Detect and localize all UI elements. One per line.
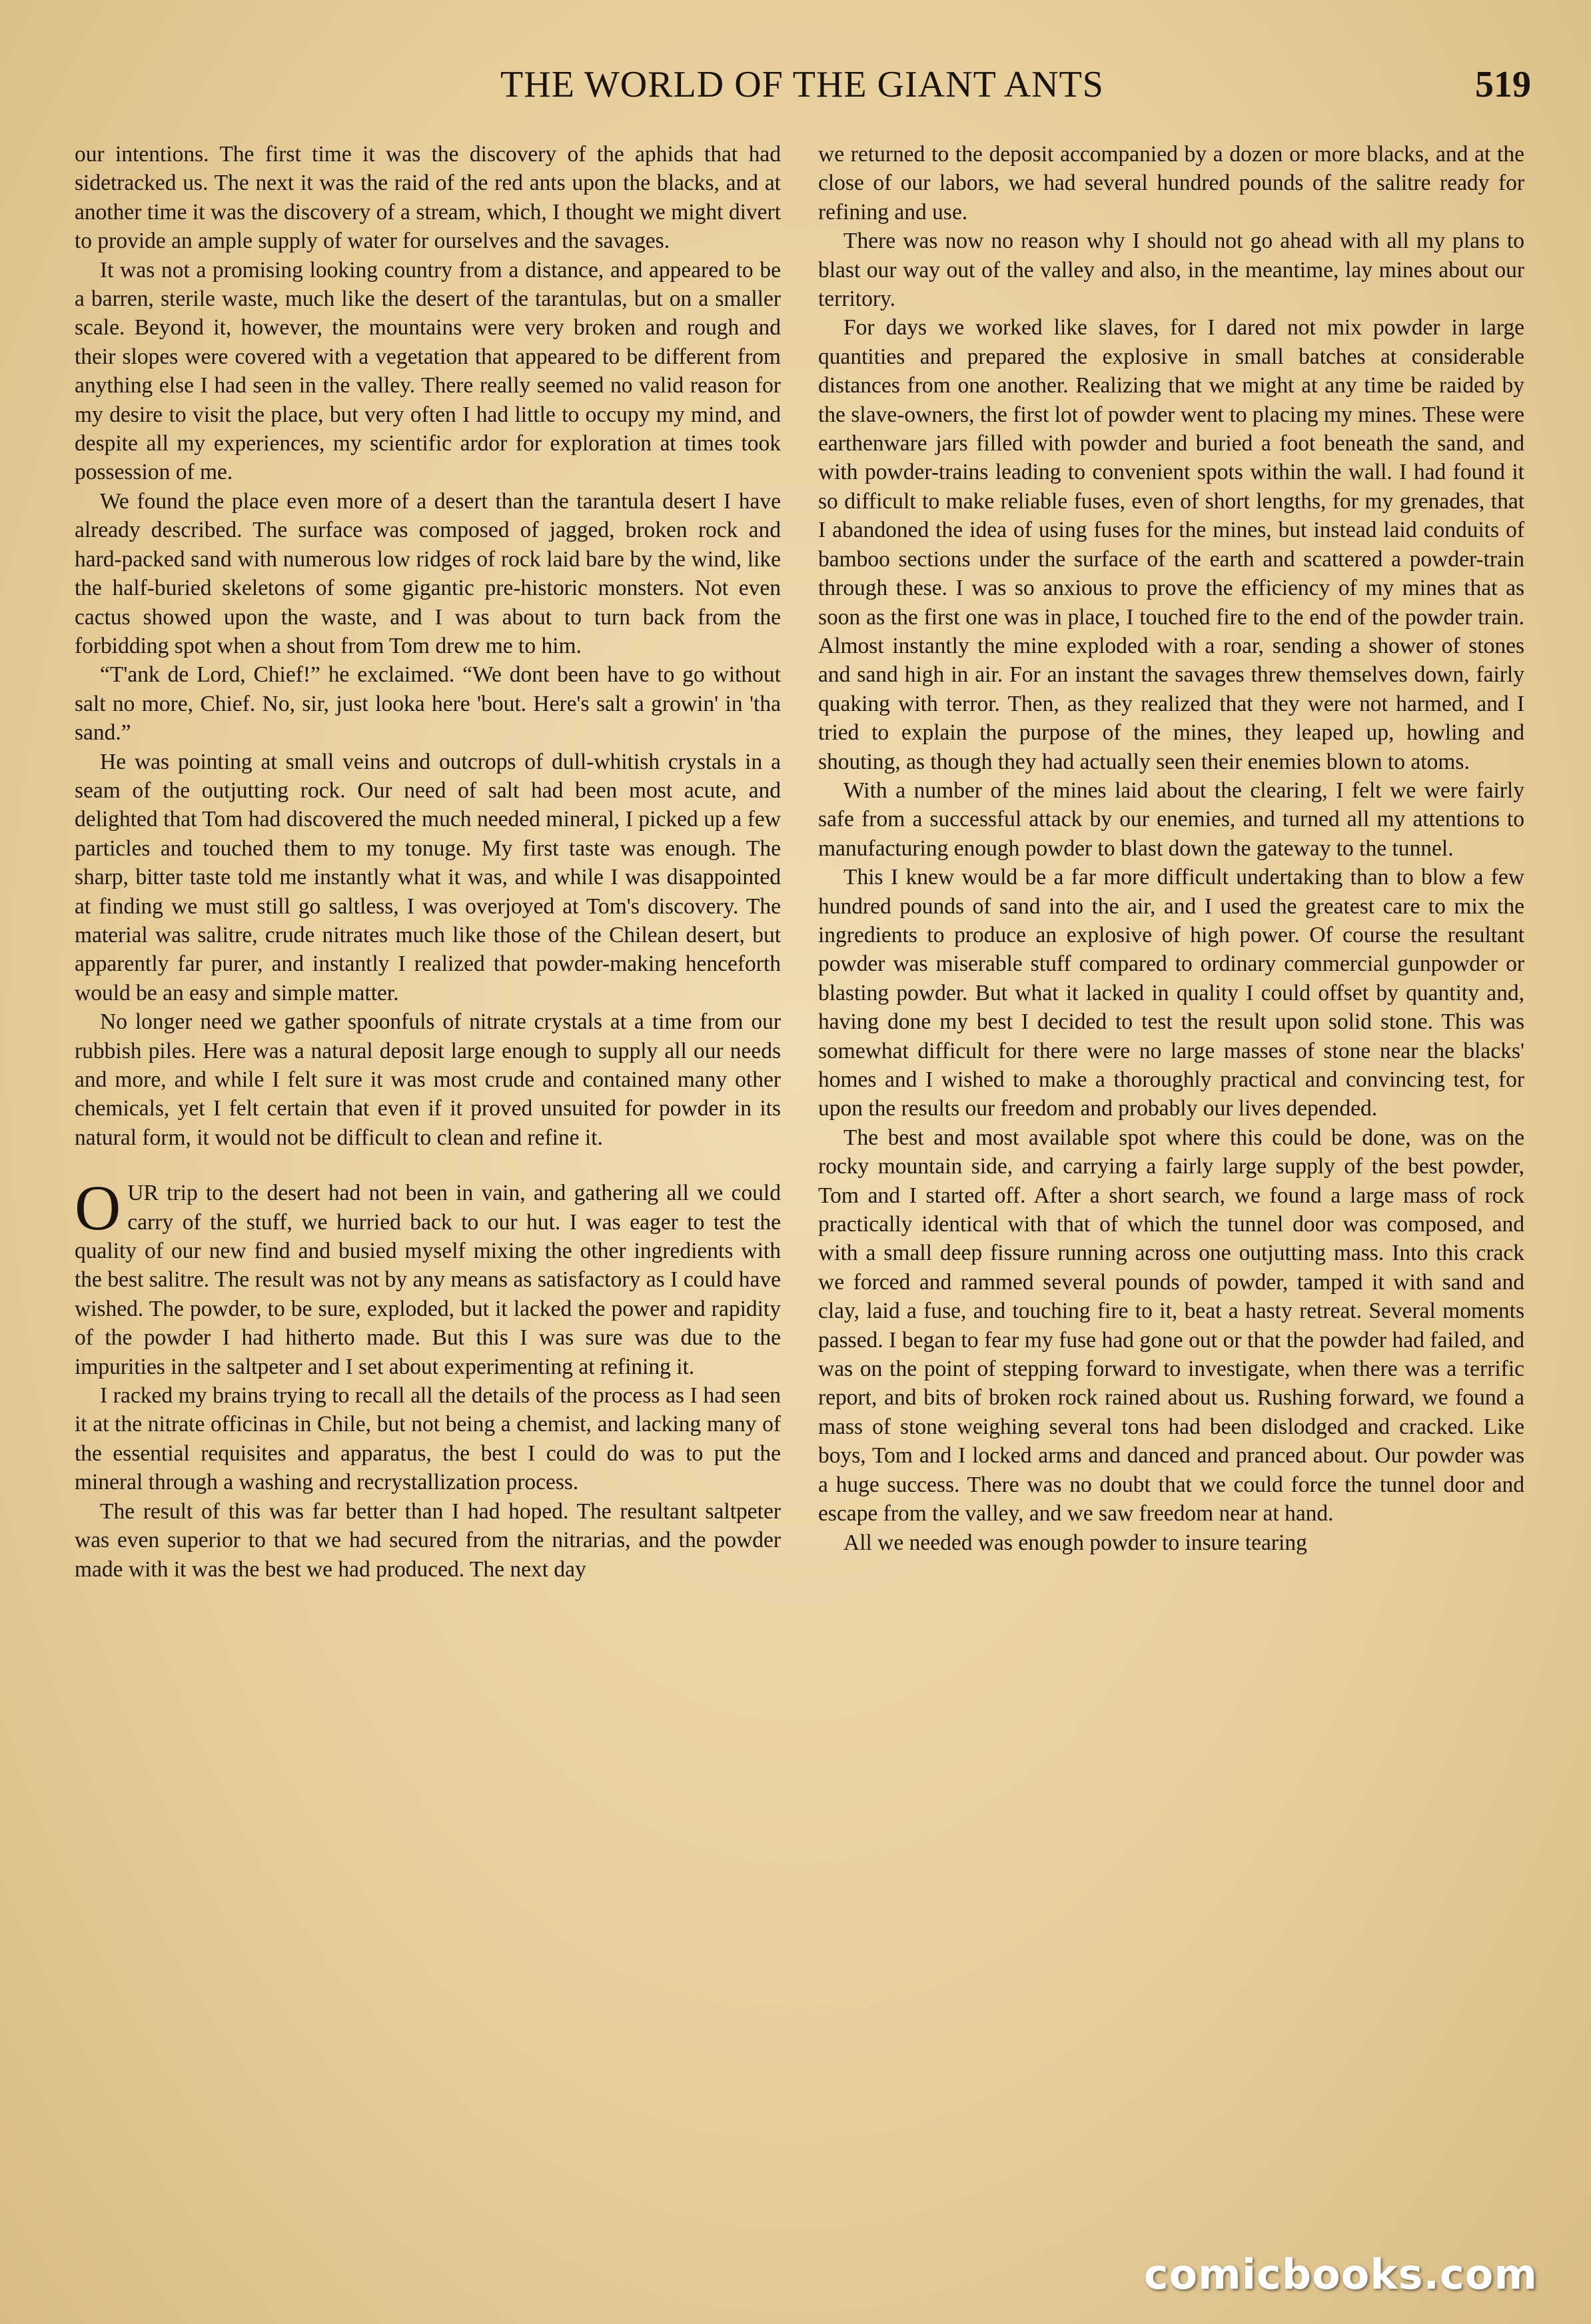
paragraph: our intentions. The first time it was the discovery of the aphids that had sidetracked us. The next it was the raid of the red ants upon the blacks, and at another time it was the discovery of a stream, which, I thought we might divert to provide an ample supply of water for ourselves and the savages. (75, 142, 781, 254)
paragraph: The result of this was far better than I had hoped. The resultant saltpeter was even superior to that we had secured from the nitrarias, and the powder made with it was the best we had produced. The next day (75, 1498, 781, 1582)
page-header (73, 63, 1531, 117)
paragraph: There was now no reason why I should not go ahead with all my plans to blast our way out of the valley and also, in the meantime, lay mines about our territory. (818, 229, 1524, 312)
section-opening-paragraph (75, 1172, 781, 1381)
paragraph: We found the place even more of a desert than the tarantula desert I have already described. The surface was composed of jagged, broken rock and hard-packed sand with numerous low ridges of rock laid bare by the wind, like the half-buried skeletons of some gigantic pre-historic monsters. Not even cactus showed upon the waste, and I was about to turn back from the forbidding spot when a shout from Tom drew me to him. (75, 488, 781, 658)
drop-cap: O (75, 1172, 121, 1244)
site-watermark: comicbooks.com (1143, 2250, 1538, 2299)
paragraph: He was pointing at small veins and outcrops of dull-whitish crystals in a seam of the outjutting rock. Our need of salt had been most acute, and delighted that Tom had discovered the much needed mineral, I picked up a few particles and touched them to my tonuge. My first taste was enough. The sharp, bitter taste told me instantly what it was, and while I was disappointed at finding we must still go saltless, I was overjoyed at Tom's discovery. The material was salitre, crude nitrates much like those of the Chilean desert, but apparently far purer, and instantly I realized that powder-making henceforth would be an easy and simple matter. (75, 749, 781, 1005)
page-number: 519 (1475, 64, 1531, 105)
paragraph-text: UR trip to the desert had not been in vain, and gathering all we could carry of the stuff, we hurried back to our hut. I was eager to test the quality of our new find and busied myself mixing the other ingredients with the best salitre. The result was not by any means as satisfactory as I could have wished. The powder, to be sure, exploded, but it lacked the power and rapidity of the powder I had hitherto made. But this I was sure was due to the impurities in the saltpeter and I set about experimenting at refining it. (75, 1181, 781, 1379)
paragraph: we returned to the deposit accompanied by a dozen or more blacks, and at the close of our labors, we had several hundred pounds of the salitre ready for refining and use. (818, 142, 1524, 225)
running-title: THE WORLD OF THE GIANT ANTS (500, 64, 1104, 105)
paragraph: I racked my brains trying to recall all the details of the process as I had seen it at the nitrate officinas in Chile, but not being a chemist, and lacking many of the essential requisites and apparatus, the best I could do was to put the mineral through a washing and recrystallization process. (75, 1383, 781, 1495)
paragraph: No longer need we gather spoonfuls of nitrate crystals at a time from our rubbish piles. Here was a natural deposit large enough to supply all our needs and more, and while I felt sure it was most crude and contained many other chemicals, yet I felt certain that even if it proved unsuited for powder in its natural form, it would not be difficult to clean and refine it. (75, 1009, 781, 1150)
paragraph: It was not a promising looking country from a distance, and appeared to be a barren, sterile waste, much like the desert of the tarantulas, but on a smaller scale. Beyond it, however, the mountains were very broken and rough and their slopes were covered with a vegetation that appeared to be different from anything else I had seen in the valley. There really seemed no valid reason for my desire to visit the place, but very often I had little to occupy my mind, and despite all my experiences, my scientific ardor for exploration at times took possession of me. (75, 257, 781, 485)
right-column (818, 140, 1524, 1557)
left-column (75, 140, 781, 1584)
paragraph: With a number of the mines laid about the clearing, I felt we were fairly safe from a successful attack by our enemies, and turned all my attentions to manufacturing enough powder to blast down the gateway to the tunnel. (818, 778, 1524, 861)
paragraph: The best and most available spot where this could be done, was on the rocky mountain side, and carrying a fairly large supply of the best powder, Tom and I started off. After a short search, we found a large mass of rock practically identical with that of which the tunnel door was composed, and with a small deep fissure running across one outjutting mass. Into this crack we forced and rammed several pounds of powder, tamped it with sand and clay, laid a fuse, and touching fire to it, beat a hasty retreat. Several moments passed. I began to fear my fuse had gone out or that the powder had failed, and was on the point of stepping forward to investigate, when there was a terrific report, and bits of broken rock rained about us. Rushing forward, we found a mass of stone weighing several tons had been dislodged and cracked. Like boys, Tom and I locked arms and danced and pranced about. Our powder was a huge success. There was no doubt that we could force the tunnel door and escape from the valley, and we saw freedom near at hand. (818, 1125, 1524, 1526)
paragraph: “T'ank de Lord, Chief!” he exclaimed. “We dont been have to go without salt no more, Chief. No, sir, just looka here 'bout. Here's salt a growin' in 'tha sand.” (75, 662, 781, 746)
paragraph: This I knew would be a far more difficult undertaking than to blow a few hundred pounds of sand into the air, and I used the greatest care to mix the ingredients to produce an explosive of high power. Of course the resultant powder was miserable stuff compared to ordinary commercial gunpowder or blasting powder. But what it lacked in quality I could offset by quantity and, having done my best I decided to test the result upon solid stone. This was somewhat difficult for there were no large masses of stone near the blacks' homes and I wished to make a thoroughly practical and convincing test, for upon the results our freedom and probably our lives depended. (818, 865, 1524, 1121)
paragraph: For days we worked like slaves, for I dared not mix powder in large quantities and prepared the explosive in small batches at considerable distances from one another. Realizing that we might at any time be raided by the slave-owners, the first lot of powder went to placing my mines. These were earthenware jars filled with powder and buried a foot beneath the sand, and with powder-trains leading to convenient spots within the wall. I had found it so difficult to make reliable fuses, even of short lengths, for my grenades, that I abandoned the idea of using fuses for the mines, but instead laid conduits of bamboo sections under the surface of the earth and scattered a powder-train through these. I was so anxious to prove the efficiency of my mines that as soon as the first one was in place, I touched fire to the end of the powder train. Almost instantly the mine exploded with a roar, sending a shower of stones and sand high in air. For an instant the savages threw themselves down, fairly quaking with terror. Then, as they realized that they were not harmed, and I tried to explain the purpose of the mines, they leaped up, howling and shouting, as though they had actually seen their enemies blown to atoms. (818, 315, 1524, 774)
paragraph: All we needed was enough powder to insure tearing (843, 1530, 1307, 1555)
